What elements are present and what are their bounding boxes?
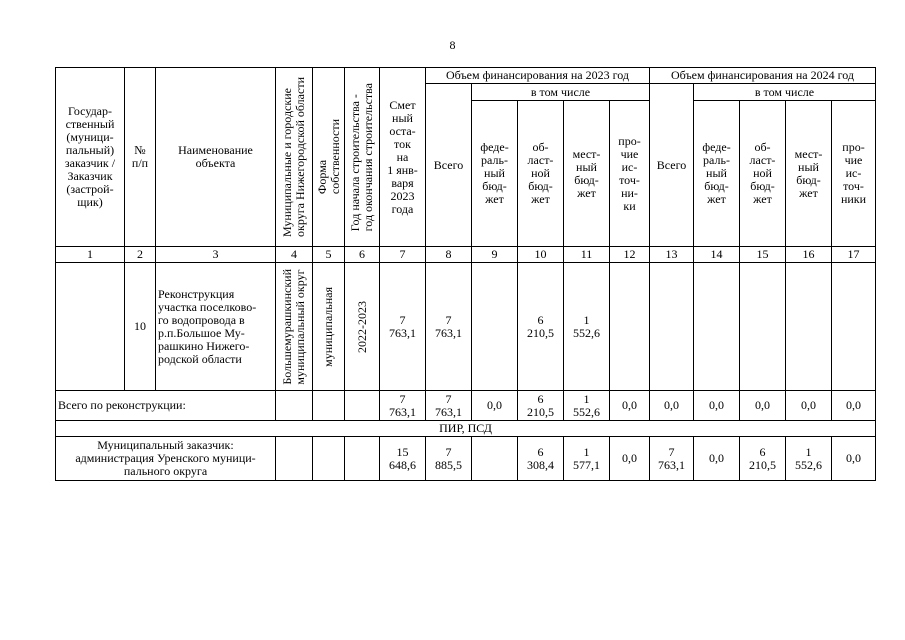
table-row xyxy=(56,437,876,481)
column-number: 11 xyxy=(564,247,610,263)
column-number: 7 xyxy=(380,247,426,263)
customer-federal-2023 xyxy=(472,437,518,481)
object-remaining: 7 763,1 xyxy=(380,263,426,391)
column-number: 14 xyxy=(694,247,740,263)
financing-table xyxy=(55,67,876,481)
column-number: 2 xyxy=(125,247,156,263)
empty-cell xyxy=(313,437,345,481)
header-customer: Государ- ственный (муници- пальный) заказчик / Заказчик (застрой- щик) xyxy=(56,68,125,247)
header-funding-2023: Объем финансирования на 2023 год xyxy=(426,68,650,84)
recon-regional-2023: 6 210,5 xyxy=(518,391,564,421)
object-other-2023 xyxy=(610,263,650,391)
reconstruction-total-label: Всего по реконструкции: xyxy=(56,391,276,421)
header-municipalities: Муниципальные и городские округа Нижегородской области xyxy=(276,68,313,247)
customer-total-2024: 7 763,1 xyxy=(650,437,694,481)
section-row xyxy=(56,421,876,437)
object-name: Реконструкция участка поселково- го водопровода в р.п.Большое Му- рашкино Нижего- родской области xyxy=(156,263,276,391)
header-remaining: Смет ный оста- ток на 1 янв- варя 2023 года xyxy=(380,68,426,247)
object-number: 10 xyxy=(125,263,156,391)
empty-cell xyxy=(276,437,313,481)
object-regional-2023: 6 210,5 xyxy=(518,263,564,391)
header-ownership: Форма собственности xyxy=(313,68,345,247)
column-number: 10 xyxy=(518,247,564,263)
header-federal-2023: феде- раль- ный бюд- жет xyxy=(472,101,518,247)
header-local-2023: мест- ный бюд- жет xyxy=(564,101,610,247)
column-number: 12 xyxy=(610,247,650,263)
header-including-2024: в том числе xyxy=(694,84,876,101)
object-total-2024 xyxy=(650,263,694,391)
header-regional-2024: об- ласт- ной бюд- жет xyxy=(740,101,786,247)
object-years: 2022-2023 xyxy=(345,263,380,391)
section-title: ПИР, ПСД xyxy=(56,421,876,437)
customer-regional-2023: 6 308,4 xyxy=(518,437,564,481)
customer-local-2024: 1 552,6 xyxy=(786,437,832,481)
customer-federal-2024: 0,0 xyxy=(694,437,740,481)
object-ownership: муниципальная xyxy=(313,263,345,391)
header-federal-2024: феде- раль- ный бюд- жет xyxy=(694,101,740,247)
column-number: 13 xyxy=(650,247,694,263)
recon-federal-2023: 0,0 xyxy=(472,391,518,421)
column-number: 6 xyxy=(345,247,380,263)
customer-remaining: 15 648,6 xyxy=(380,437,426,481)
customer-local-2023: 1 577,1 xyxy=(564,437,610,481)
customer-regional-2024: 6 210,5 xyxy=(740,437,786,481)
header-other-2023: про- чие ис- точ- ни- ки xyxy=(610,101,650,247)
header-number: № п/п xyxy=(125,68,156,247)
object-total-2023: 7 763,1 xyxy=(426,263,472,391)
customer-other-2024: 0,0 xyxy=(832,437,876,481)
column-number: 9 xyxy=(472,247,518,263)
table-row xyxy=(56,263,876,391)
column-number: 3 xyxy=(156,247,276,263)
header-object-name: Наименование объекта xyxy=(156,68,276,247)
customer-label: Муниципальный заказчик: администрация Уренского муници- пального округа xyxy=(56,437,276,481)
recon-remaining: 7 763,1 xyxy=(380,391,426,421)
object-local-2023: 1 552,6 xyxy=(564,263,610,391)
column-number: 5 xyxy=(313,247,345,263)
recon-regional-2024: 0,0 xyxy=(740,391,786,421)
header-regional-2023: об- ласт- ной бюд- жет xyxy=(518,101,564,247)
customer-other-2023: 0,0 xyxy=(610,437,650,481)
table-row xyxy=(56,391,876,421)
recon-other-2023: 0,0 xyxy=(610,391,650,421)
recon-local-2024: 0,0 xyxy=(786,391,832,421)
column-number: 15 xyxy=(740,247,786,263)
object-local-2024 xyxy=(786,263,832,391)
column-number: 8 xyxy=(426,247,472,263)
column-number: 1 xyxy=(56,247,125,263)
object-municipality: Большемурашкинский муниципальный округ xyxy=(276,263,313,391)
object-customer-cell xyxy=(56,263,125,391)
customer-total-2023: 7 885,5 xyxy=(426,437,472,481)
page-number: 8 xyxy=(449,38,456,52)
column-number: 4 xyxy=(276,247,313,263)
recon-federal-2024: 0,0 xyxy=(694,391,740,421)
column-number: 17 xyxy=(832,247,876,263)
object-other-2024 xyxy=(832,263,876,391)
header-local-2024: мест- ный бюд- жет xyxy=(786,101,832,247)
recon-local-2023: 1 552,6 xyxy=(564,391,610,421)
empty-cell xyxy=(345,437,380,481)
header-other-2024: про- чие ис- точ- ники xyxy=(832,101,876,247)
object-regional-2024 xyxy=(740,263,786,391)
recon-other-2024: 0,0 xyxy=(832,391,876,421)
header-years: Год начала строительства - год окончания строительства xyxy=(345,68,380,247)
recon-total-2024: 0,0 xyxy=(650,391,694,421)
column-number: 16 xyxy=(786,247,832,263)
header-total-2023: Всего xyxy=(426,84,472,247)
column-number-row xyxy=(56,247,876,263)
header-including-2023: в том числе xyxy=(472,84,650,101)
object-federal-2023 xyxy=(472,263,518,391)
recon-total-2023: 7 763,1 xyxy=(426,391,472,421)
empty-cell xyxy=(313,391,345,421)
header-funding-2024: Объем финансирования на 2024 год xyxy=(650,68,876,84)
empty-cell xyxy=(345,391,380,421)
object-federal-2024 xyxy=(694,263,740,391)
empty-cell xyxy=(276,391,313,421)
header-total-2024: Всего xyxy=(650,84,694,247)
